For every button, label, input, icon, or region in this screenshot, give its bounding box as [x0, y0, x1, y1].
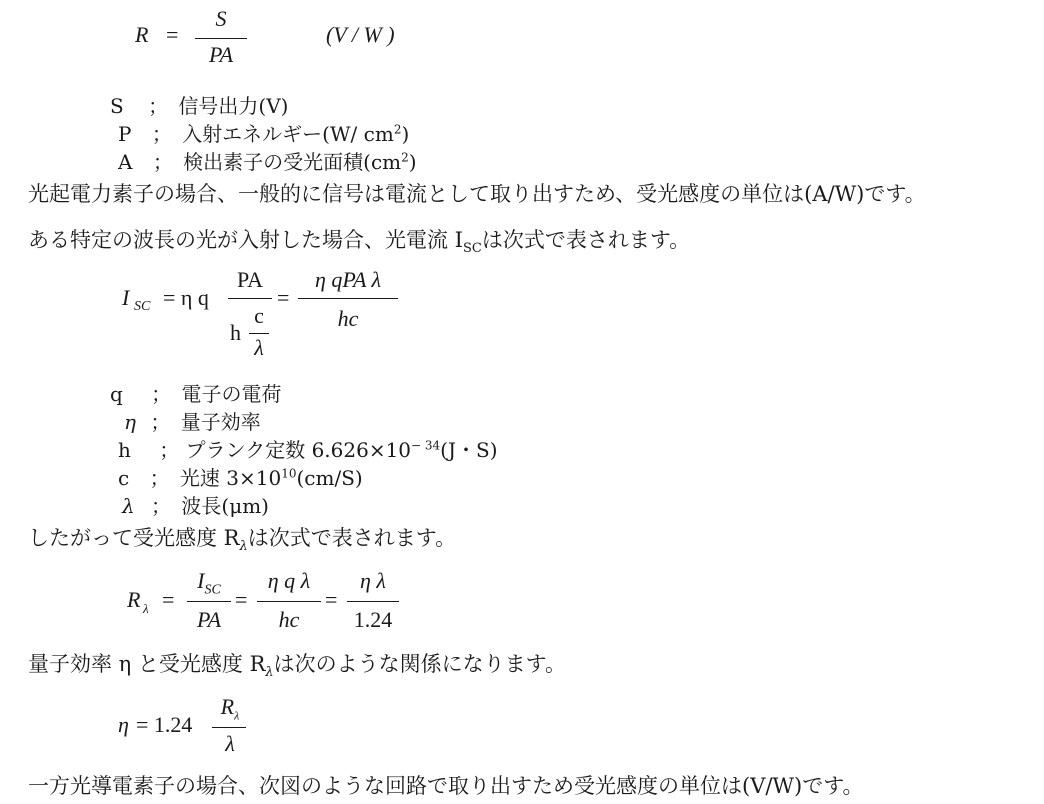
def-description: 検出素子の受光面積(cm — [183, 150, 402, 174]
paragraph-2 — [28, 224, 690, 256]
def-q — [110, 378, 282, 407]
def-superscript: 2 — [401, 150, 409, 165]
eq2-equals-eta-q: = η q — [163, 285, 209, 310]
eq3-equals-3: = — [325, 587, 338, 612]
paragraph-2-subscript: SC — [462, 241, 482, 257]
eq4-denominator: λ — [225, 731, 235, 756]
def-separator: ； — [150, 410, 171, 434]
def-eta — [124, 406, 261, 435]
def-separator: ； — [151, 382, 172, 406]
eq4-equals-coefficient: = 1.24 — [136, 712, 193, 737]
eq2-num1: PA — [236, 267, 264, 292]
eq1-lhs: R — [135, 22, 149, 47]
eq2-lhs: I — [122, 285, 130, 310]
eq3-lhs: R — [127, 587, 141, 612]
def-description: 波長(μm) — [181, 494, 269, 518]
paragraph-3-subscript: λ — [239, 539, 248, 555]
paragraph-4-text-a: 量子効率 η と受光感度 R — [28, 652, 266, 676]
eq3-d3: 1.24 — [353, 607, 393, 632]
eq1-equals: = — [166, 22, 179, 47]
eq3-n1-subscript: SC — [204, 582, 221, 598]
eq1-denominator: PA — [208, 42, 234, 67]
def-s — [110, 90, 288, 119]
def-description: 電子の電荷 — [181, 382, 282, 406]
paragraph-2-text-b: は次式で表されます。 — [481, 228, 691, 252]
eq3-d1: PA — [196, 607, 222, 632]
eq2-den1-num: c — [254, 303, 264, 328]
def-description: プランク定数 6.626×10 — [185, 438, 412, 462]
eq1-unit: (V / W ) — [326, 22, 395, 47]
def-tail: ) — [408, 150, 417, 174]
eq3-n2: η q λ — [267, 568, 311, 593]
def-separator: ； — [151, 122, 172, 146]
def-separator: ； — [148, 94, 169, 118]
def-symbol: q — [110, 382, 123, 406]
def-symbol: A — [118, 150, 133, 174]
eq2-den1-den: λ — [254, 335, 264, 360]
def-symbol: η — [124, 410, 136, 434]
def-separator: ； — [149, 466, 170, 490]
paragraph-2-text-a: ある特定の波長の光が入射した場合、光電流 I — [28, 228, 463, 252]
eq4-lhs: η — [118, 712, 129, 737]
eq4-num-subscript: λ — [234, 708, 240, 723]
eq3-fraction-bar-3 — [347, 601, 399, 602]
eq3-n1-main: I — [197, 568, 205, 593]
def-symbol: P — [118, 122, 132, 146]
eq4-num-main: R — [220, 694, 235, 719]
paragraph-5: 一方光導電素子の場合、次図のような回路で取り出すため受光感度の単位は(V/W)です。 — [28, 774, 864, 798]
eq3-lhs-subscript: λ — [143, 601, 149, 616]
eq4-numerator — [210, 694, 250, 723]
eq3-d2: hc — [278, 607, 300, 632]
eq3-n3: η λ — [360, 568, 386, 593]
eq1-numerator: S — [215, 6, 227, 31]
eq3-fraction-bar-1 — [187, 601, 231, 602]
def-separator: ； — [151, 494, 172, 518]
paragraph-4-subscript: λ — [265, 665, 274, 681]
eq3-fraction-bar-2 — [257, 601, 321, 602]
def-tail: (cm/S) — [296, 466, 363, 490]
def-symbol: h — [118, 438, 131, 462]
eq4-fraction-bar — [212, 727, 246, 728]
paragraph-1: 光起電力素子の場合、一般的に信号は電流として取り出すため、受光感度の単位は(A/W)です。 — [28, 182, 926, 206]
paragraph-3-text-a: したがって受光感度 R — [28, 526, 240, 550]
def-lambda — [122, 490, 269, 519]
eq2-lhs-subscript: SC — [134, 299, 151, 314]
def-separator: ； — [159, 438, 180, 462]
def-superscript: 2 — [393, 122, 402, 137]
def-superscript: 10 — [281, 466, 297, 481]
def-symbol: λ — [122, 494, 135, 518]
eq3-equals-1: = — [162, 587, 175, 612]
eq1-fraction-bar — [195, 38, 247, 39]
eq2-den1-h: h — [230, 320, 241, 345]
def-tail: ) — [401, 122, 410, 146]
eq2-fraction-bar-1 — [228, 298, 272, 299]
paragraph-4 — [28, 648, 566, 680]
paragraph-4-text-b: は次のような関係になります。 — [273, 652, 566, 676]
eq2-den2: hc — [337, 306, 359, 331]
def-description: 入射エネルギー(W/ cm — [182, 122, 394, 146]
def-p — [118, 118, 409, 147]
eq2-num2: η qPA λ — [314, 267, 382, 292]
eq2-equals: = — [277, 285, 290, 310]
eq3-equals-2: = — [235, 587, 248, 612]
def-c — [118, 462, 363, 491]
paragraph-3 — [28, 522, 456, 554]
def-description: 信号出力(V) — [178, 94, 289, 118]
def-superscript: − 34 — [411, 438, 441, 453]
def-a — [118, 146, 417, 175]
eq2-fraction-bar-2 — [298, 298, 398, 299]
def-description: 光速 3×10 — [179, 466, 282, 490]
def-symbol: S — [110, 94, 124, 118]
def-tail: (J・S) — [440, 438, 498, 462]
def-separator: ； — [152, 150, 173, 174]
def-h — [118, 434, 498, 463]
eq3-n1 — [186, 568, 232, 598]
def-symbol: c — [118, 466, 130, 490]
def-description: 量子効率 — [180, 410, 261, 434]
paragraph-3-text-b: は次式で表されます。 — [247, 526, 457, 550]
